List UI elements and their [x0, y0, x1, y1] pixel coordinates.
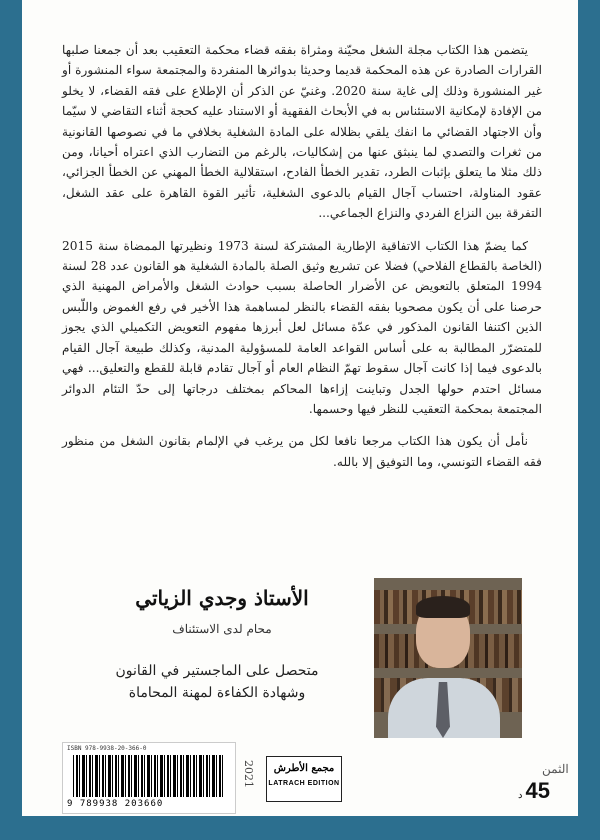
- paragraph-3: نأمل أن يكون هذا الكتاب مرجعا نافعا لكل من يرغب في الإلمام بقانون الشغل من منظور فقه القضاء التونسي، وما التوفيق إلا بالله.: [62, 434, 542, 469]
- publisher-name-ar: مجمع الأطرش: [273, 763, 335, 774]
- credential-line-1: متحصل على الماجستير في القانون: [115, 663, 319, 679]
- paragraph-2: كما يضمّ هذا الكتاب الاتفاقية الإطارية المشتركة لسنة 1973 ونظيرتها الممضاة سنة 2015 (الخاصة بالقطاع الفلاحي) فضلا عن تشريع وثيق الصلة بالمادة الشغلية هو القانون عدد 28 لسنة 1994 المتعلق بالتعويض عن الأضرار الحاصلة بسبب حوادث الشغل والأمراض المهنية الذي حرصنا على أن يكون مصحوبا بفقه القضاء بالنظر لمساهمة هذا الأخير في رفع الغموض واللّبس الذين اكتنفا القانون المذكور في عدّة مسائل لعل أبرزها مفهوم التعويض التكميلي الذي يجوز للمتضرّر المطالبة به على أساس القواعد العامة للمسؤولية المدنية، وكذلك طبيعة آجال القيام بالدعوى فيما إذا كانت آجال سقوط تهمّ النظام العام أو آجال تقادم قابلة للقطع والتعليق... فهي مسائل احتدم حولها الجدل وتباينت إزاءها المحاكم بمختلف درجاتها إلى حدّ التئام الدوائر المجتمعة بمحكمة التعقيب للنظر فيها وحسمها.: [62, 238, 542, 416]
- price: [518, 778, 550, 804]
- credential-line-2: وشهادة الكفاءة لمهنة المحاماة: [128, 685, 306, 701]
- publication-year: 2021: [242, 760, 255, 788]
- price-amount: 45: [525, 778, 550, 803]
- price-currency: د: [518, 790, 523, 801]
- barcode-bars: [73, 755, 225, 797]
- isbn-barcode: [62, 742, 236, 814]
- publisher-logo: [266, 756, 342, 802]
- bottom-band: [0, 816, 600, 840]
- author-photo: [374, 578, 522, 738]
- author-name: الأستاذ وجدي الزياتي: [135, 586, 309, 610]
- isbn-digits: 9 789938 203660: [67, 799, 164, 809]
- author-role: محام لدى الاستئناف: [172, 622, 272, 636]
- isbn-top-text: ISBN 978-9938-20-366-0: [67, 745, 147, 752]
- back-cover: [22, 0, 578, 816]
- publisher-name-en: LATRACH EDITION: [268, 780, 340, 787]
- paragraph-1: يتضمن هذا الكتاب مجلة الشغل محيّنة ومثراة بفقه قضاء محكمة التعقيب بعد أن جمعنا صلبها القرارات الصادرة عن هذه المحكمة قديما وحديثا بدوائرها المنفردة والمجتمعة سواء المنشورة أو غير المنشورة وذلك إلى غاية سنة 2020. وغنيّ عن الذكر أن الإطلاع على فقه القضاء، لا يخلو من الإفادة لإمكانية الاستئناس به في الأبحاث الفقهية أو الاستناد عليه كحجة أثناء التقاضي لا سيّما وأن الاجتهاد القضائي ما انفك يلقي بظلاله على المادة الشغلية بخلافي ما في نصوصها القانونية من ثغرات والتصدي لما ينبثق عنها من إشكاليات، بالرغم من التضارب الذي اعتراه أحيانا، ومن ذلك مثلا ما يتعلق بإثبات الطرد، تقدير الخطأ الفادح، استقلالية الخطأ المهني عن الخطأ الجزائي، عقود المناولة، احتساب آجال القيام بالدعوى الشغلية، تأثير القوة القاهرة على عقد الشغل، التفرقة بين النزاع الفردي والنزاع الجماعي...: [62, 43, 542, 221]
- blurb-text: [62, 40, 542, 484]
- price-label: الثمن: [542, 762, 569, 776]
- hair: [416, 596, 470, 618]
- author-credentials: [72, 660, 362, 704]
